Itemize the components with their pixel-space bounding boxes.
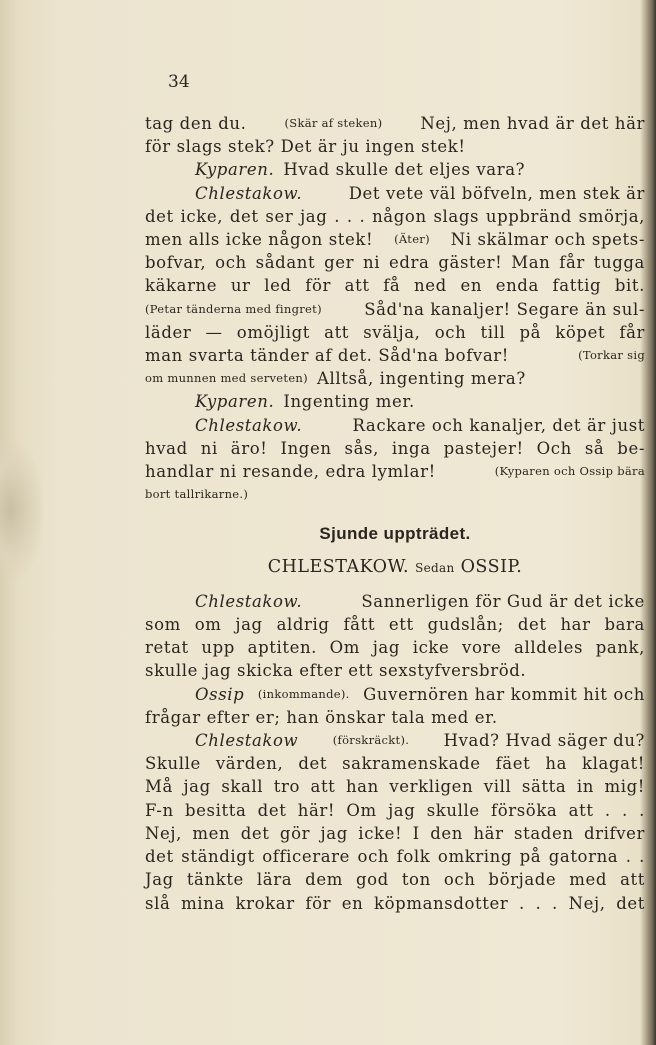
binding-shadow (0, 440, 44, 580)
text-line: Kyparen. Ingenting mer. (145, 390, 645, 413)
text-line: slå mina krokar för en köpmansdotter . . . Nej, det (145, 893, 645, 913)
speaker-name: Chlestakow. (195, 183, 303, 203)
speaker-name: Kyparen. (195, 160, 275, 180)
speaker-name: Chlestakow (195, 731, 299, 751)
text-line: läder — omöjligt att svälja, och till på köpet får (145, 322, 645, 342)
text-line: Chlestakow. Sannerligen för Gud är det icke (145, 590, 645, 613)
text-line: Ossip (inkommande). Guvernören har kommit hit och (145, 683, 645, 706)
text-line: F-n besitta det här! Om jag skulle försöka att . . . (145, 800, 645, 820)
text-line: det icke, det ser jag . . . någon slags uppbränd smörja, (145, 206, 645, 226)
text-line: Jag tänkte lära dem god ton och började med att (145, 870, 645, 890)
text-line: om munnen med serveten) Alltså, ingenting mera? (145, 369, 526, 389)
text-line: Skulle värden, det sakramenskade fäet ha klagat! (145, 754, 645, 774)
text-line: retat upp aptiten. Om jag icke vore alldeles pank, (145, 638, 645, 658)
text-line: för slags stek? Det är ju ingen stek! (145, 137, 466, 157)
speaker-name: Chlestakow. (195, 415, 303, 435)
page-number: 34 (168, 72, 190, 92)
text-body (145, 112, 645, 915)
text-line: Nej, men det gör jag icke! I den här staden drifver (145, 823, 645, 843)
text-line: frågar efter er; han önskar tala med er. (145, 707, 498, 727)
text-line: Chlestakow. Rackare och kanaljer, det är just (145, 414, 645, 437)
text-line: Chlestakow (förskräckt). Hvad? Hvad säger du? (145, 729, 645, 752)
text-line: men alls icke någon stek! (Äter) Ni skälmar och spets- (145, 230, 645, 250)
text-line: käkarne ur led för att få ned en enda fattig bit. (145, 276, 645, 296)
scene-heading: Sjunde uppträdet. (319, 524, 471, 544)
text-line: (Petar tänderna med fingret) Såd'na kanaljer! Segare än sul- (145, 299, 645, 319)
text-line: Chlestakow. Det vete väl böfveln, men stek är (145, 182, 645, 205)
text-line: bofvar, och sådant ger ni edra gäster! Man får tugga (145, 253, 645, 273)
text-line: Kyparen. Hvad skulle det eljes vara? (145, 158, 645, 181)
text-line: skulle jag skicka efter ett sexstyfversbröd. (145, 661, 527, 681)
speaker-name: Kyparen. (195, 392, 275, 412)
text-line: det ständigt officerare och folk omkring på gatorna . . (145, 847, 645, 867)
text-line: hvad ni äro! Ingen sås, inga pastejer! Och så be- (145, 438, 645, 458)
speaker-name: Chlestakow. (195, 591, 303, 611)
speaker-name: Ossip (195, 684, 245, 704)
text-line: handlar ni resande, edra lymlar! (Kyparen och Ossip bära (145, 462, 645, 482)
cast-list: CHLESTAKOW. Sedan OSSIP. (267, 556, 523, 577)
text-line: tag den du. (Skär af steken) Nej, men hvad är det här (145, 114, 645, 133)
text-line: Må jag skall tro att han verkligen vill sätta in mig! (145, 777, 645, 797)
text-line: som om jag aldrig fått ett gudslån; det har bara (145, 615, 645, 635)
text-line: man svarta tänder af det. Såd'na bofvar! (Torkar sig (145, 346, 645, 366)
text-line: bort tallrikarne.) (145, 487, 249, 502)
